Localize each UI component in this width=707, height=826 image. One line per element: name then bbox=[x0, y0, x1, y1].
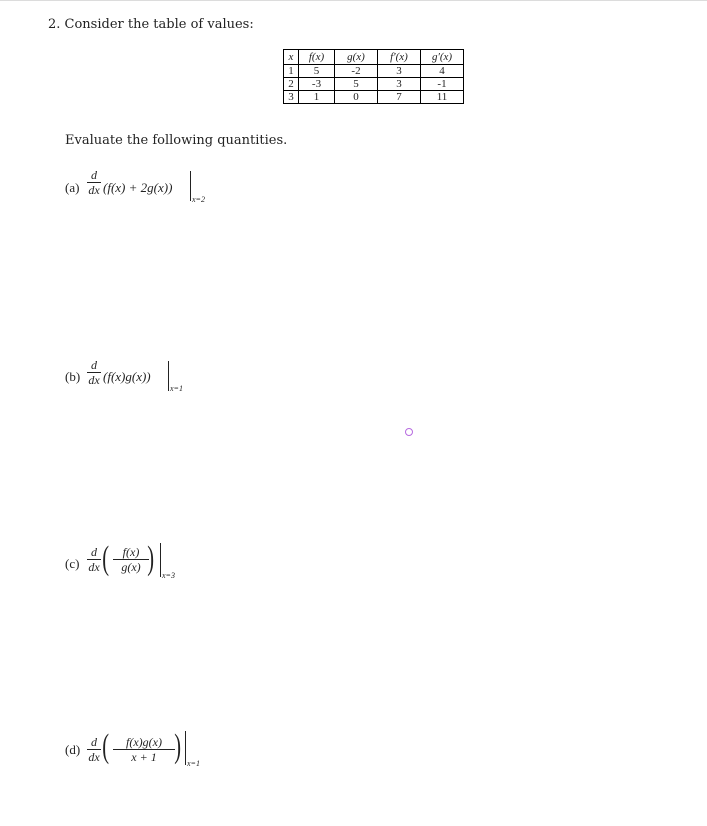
evaluation-bar bbox=[185, 731, 186, 765]
derivative-denominator: dx bbox=[88, 373, 100, 387]
top-divider bbox=[0, 0, 707, 1]
table-cell: 5 bbox=[299, 65, 335, 78]
instructions-text: Evaluate the following quantities. bbox=[65, 133, 288, 148]
derivative-operator bbox=[87, 545, 101, 574]
table-cell: 5 bbox=[335, 78, 378, 91]
question-heading: 2. Consider the table of values: bbox=[48, 17, 254, 32]
derivative-operator bbox=[87, 358, 101, 387]
evaluation-point: x=3 bbox=[162, 571, 175, 580]
table-cell: 4 bbox=[421, 65, 464, 78]
table-cell: 3 bbox=[378, 78, 421, 91]
left-paren: ( bbox=[102, 540, 110, 577]
table-cell: -3 bbox=[299, 78, 335, 91]
quotient-denominator: g(x) bbox=[121, 560, 141, 574]
table-cell: 0 bbox=[335, 91, 378, 104]
table-cell: 11 bbox=[421, 91, 464, 104]
part-b bbox=[65, 358, 205, 408]
part-expression: (f(x)g(x)) bbox=[103, 369, 151, 384]
derivative-numerator: d bbox=[91, 545, 97, 559]
right-paren: ) bbox=[147, 540, 155, 577]
table-header-cell: g′(x) bbox=[421, 50, 464, 65]
part-label: (d) bbox=[65, 742, 81, 757]
mouse-cursor-icon bbox=[405, 428, 413, 436]
derivative-operator bbox=[87, 168, 101, 197]
table-header-cell: x bbox=[284, 50, 299, 65]
part-a bbox=[65, 168, 225, 217]
evaluation-point: x=1 bbox=[187, 759, 200, 768]
evaluation-point: x=1 bbox=[170, 384, 183, 393]
derivative-denominator: dx bbox=[88, 183, 100, 197]
table-cell: 1 bbox=[299, 91, 335, 104]
evaluation-bar bbox=[168, 361, 169, 391]
part-label: (b) bbox=[65, 369, 81, 384]
derivative-numerator: d bbox=[91, 735, 97, 749]
table-header-row bbox=[284, 50, 464, 65]
part-d bbox=[65, 728, 215, 782]
right-paren: ) bbox=[174, 728, 182, 765]
part-c bbox=[65, 540, 195, 596]
derivative-numerator: d bbox=[91, 358, 97, 372]
derivative-denominator: dx bbox=[88, 750, 100, 764]
table-cell: -1 bbox=[421, 78, 464, 91]
left-paren: ( bbox=[102, 728, 110, 765]
table-cell: 2 bbox=[284, 78, 299, 91]
evaluation-bar bbox=[160, 543, 161, 577]
values-table bbox=[283, 49, 464, 104]
evaluation-point: x=2 bbox=[192, 195, 205, 204]
part-label: (a) bbox=[65, 180, 80, 195]
quotient-fraction bbox=[113, 735, 175, 764]
table-row bbox=[284, 78, 464, 91]
table-cell: 3 bbox=[378, 65, 421, 78]
table-cell: 3 bbox=[284, 91, 299, 104]
derivative-denominator: dx bbox=[88, 560, 100, 574]
evaluation-bar bbox=[190, 171, 191, 201]
table-header-cell: g(x) bbox=[335, 50, 378, 65]
table-row bbox=[284, 91, 464, 104]
table-cell: -2 bbox=[335, 65, 378, 78]
part-expression: (f(x) + 2g(x)) bbox=[103, 180, 173, 195]
table-header-cell: f′(x) bbox=[378, 50, 421, 65]
quotient-numerator: f(x)g(x) bbox=[126, 735, 162, 749]
table-cell: 7 bbox=[378, 91, 421, 104]
table-row bbox=[284, 65, 464, 78]
table-cell: 1 bbox=[284, 65, 299, 78]
derivative-numerator: d bbox=[91, 168, 97, 182]
part-label: (c) bbox=[65, 556, 80, 571]
quotient-fraction bbox=[113, 545, 149, 574]
derivative-operator bbox=[87, 735, 101, 764]
quotient-denominator: x + 1 bbox=[131, 750, 157, 764]
quotient-numerator: f(x) bbox=[122, 545, 140, 559]
table-header-cell: f(x) bbox=[299, 50, 335, 65]
